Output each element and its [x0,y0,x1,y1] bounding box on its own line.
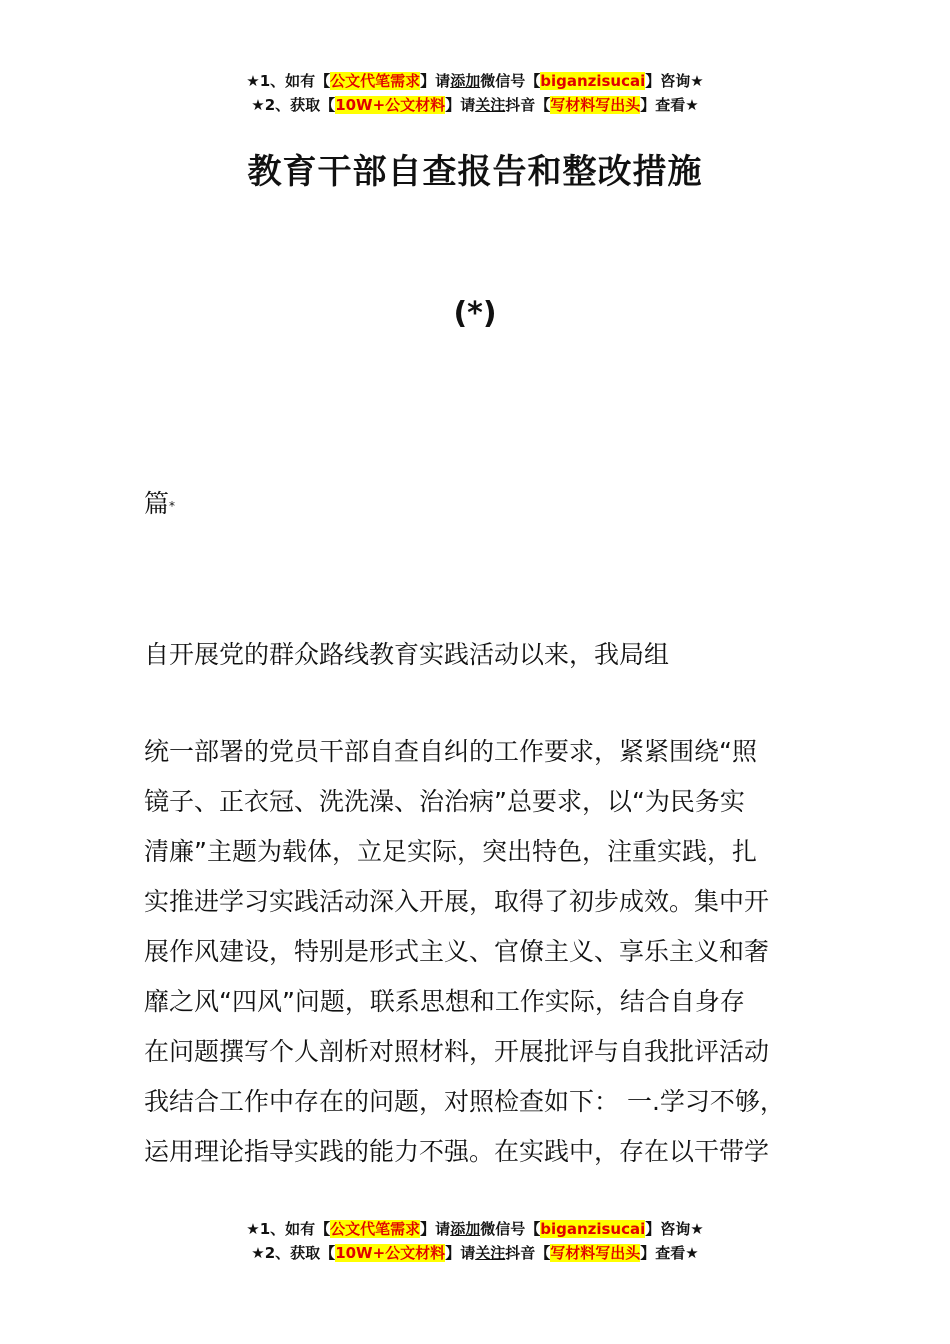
document-subtitle: (*) [453,296,497,331]
promo-text: ★2、获取【 [251,1244,336,1262]
promo-wechat-id: biganzisucai [540,1220,646,1238]
promo-wechat-id: biganzisucai [540,72,646,90]
promo-line-1 [0,69,950,93]
body-line: 清廉”主题为载体，立足实际，突出特色，注重实践，扎 [144,837,757,866]
promo-text: 】咨询★ [645,72,704,90]
body-line: 在问题撰写个人剖析对照材料，开展批评与自我批评活动 [144,1037,770,1066]
section-heading [144,484,175,524]
promo-highlight: 公文代笔需求 [330,1220,421,1238]
promo-line-2 [0,1241,950,1265]
paragraph-body [144,727,808,1177]
promo-text: ★1、如有【 [246,72,331,90]
promo-text: 】请 [420,1220,451,1238]
promo-douyin-id: 写材料写出头 [550,96,641,114]
promo-douyin-id: 写材料写出头 [550,1244,641,1262]
promo-highlight: 10W+公文材料 [335,1244,446,1262]
promo-line-1 [0,1217,950,1241]
body-line: 展作风建设，特别是形式主义、官僚主义、享乐主义和奢 [144,937,770,966]
promo-text: 】查看★ [640,96,699,114]
paragraph-intro: 自开展党的群众路线教育实践活动以来，我局组 [144,640,670,669]
promo-text: 微信号【 [480,1220,541,1238]
promo-text: 】咨询★ [645,1220,704,1238]
promo-text: ★1、如有【 [246,1220,331,1238]
body-line: 实推进学习实践活动深入开展，取得了初步成效。集中开 [144,887,770,916]
promo-banner-top [0,69,950,117]
promo-emphasis: 添加 [450,1220,481,1238]
promo-emphasis: 关注 [475,1244,506,1262]
body-line: 运用理论指导实践的能力不强。在实践中，存在以干带学 [144,1137,770,1166]
promo-text: 抖音【 [505,1244,551,1262]
promo-text: 】请 [420,72,451,90]
promo-text: ★2、获取【 [251,96,336,114]
section-mark: * [169,499,176,513]
promo-emphasis: 添加 [450,72,481,90]
promo-text: 】请 [445,1244,476,1262]
document-title: 教育干部自查报告和整改措施 [247,152,703,192]
promo-text: 】请 [445,96,476,114]
body-line: 靡之风“四风”问题，联系思想和工作实际，结合自身存 [144,987,745,1016]
promo-emphasis: 关注 [475,96,506,114]
promo-text: 抖音【 [505,96,551,114]
promo-banner-bottom [0,1217,950,1265]
promo-text: 】查看★ [640,1244,699,1262]
body-line: 镜子、正衣冠、洗洗澡、治治病”总要求，以“为民务实 [144,787,745,816]
section-label: 篇 [144,489,170,518]
body-line: 统一部署的党员干部自查自纠的工作要求，紧紧围绕“照 [144,737,757,766]
promo-highlight: 公文代笔需求 [330,72,421,90]
promo-highlight: 10W+公文材料 [335,96,446,114]
promo-line-2 [0,93,950,117]
body-line: 我结合工作中存在的问题，对照检查如下： 一.学习不够， [144,1087,785,1116]
promo-text: 微信号【 [480,72,541,90]
